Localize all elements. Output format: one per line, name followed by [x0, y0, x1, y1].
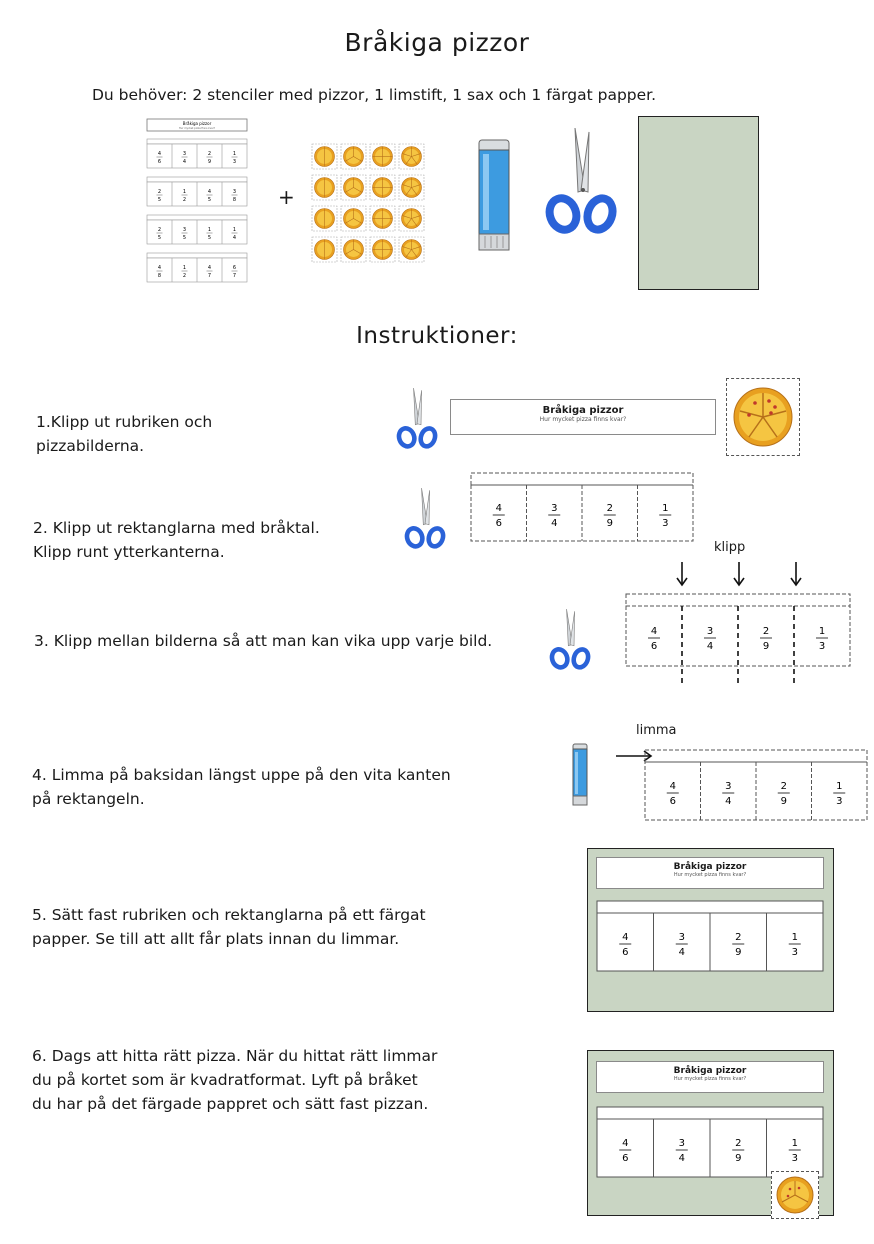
fraction-numerator: 4 — [622, 1138, 629, 1149]
stencil-numerator: 3 — [182, 151, 187, 157]
step-3-text: 3. Klipp mellan bilderna så att man kan vika upp varje bild. — [34, 632, 493, 650]
stencil-denominator: 3 — [232, 159, 237, 165]
header-card-subtitle: Hur mycket pizza finns kvar? — [539, 416, 627, 423]
fraction-numerator: 1 — [662, 503, 669, 514]
fraction-numerator: 1 — [791, 932, 798, 943]
assembled-paper-image — [587, 848, 834, 1012]
fraction-strip-glue-image — [643, 748, 869, 824]
fraction-denominator: 4 — [678, 947, 685, 958]
assembled-header-title: Bråkiga pizzor — [673, 862, 747, 872]
fraction-strip-cut-image — [624, 592, 852, 688]
fraction-denominator: 4 — [725, 796, 732, 807]
stencil-numerator: 4 — [157, 151, 162, 157]
finished-paper-image — [587, 1050, 834, 1216]
fraction-denominator: 6 — [650, 641, 658, 652]
step-6-text: 6. Dags att hitta rätt pizza. När du hittat rätt limmar du på kortet som är kvadratformat. Lyft på bråket du har på det färgade pappret och sätt fast pizzan. — [32, 1047, 438, 1113]
stencil-numerator: 1 — [182, 265, 187, 271]
page-title: Bråkiga pizzor — [344, 28, 530, 57]
stencil-numerator: 4 — [207, 265, 212, 271]
fraction-denominator: 9 — [606, 518, 613, 529]
step-5-text: 5. Sätt fast rubriken och rektanglarna på ett färgat papper. Se till att allt får plats innan du limmar. — [32, 906, 426, 948]
step-4-text: 4. Limma på baksidan längst uppe på den vita kanten på rektangeln. — [32, 766, 451, 808]
finished-header-subtitle: Hur mycket pizza finns kvar? — [673, 1076, 747, 1082]
stencil-denominator: 7 — [232, 273, 237, 279]
stencil-numerator: 3 — [182, 227, 187, 233]
stencil-numerator: 2 — [157, 227, 162, 233]
header-card-title: Bråkiga pizzor — [542, 405, 624, 416]
finished-header-card — [596, 1061, 824, 1093]
fraction-numerator: 2 — [735, 1138, 742, 1149]
cut-arrows — [672, 560, 812, 590]
stencil-title: Bråkiga pizzor — [182, 121, 212, 126]
fraction-numerator: 1 — [836, 781, 843, 792]
fraction-numerator: 1 — [818, 626, 826, 637]
fraction-denominator: 6 — [495, 518, 502, 529]
fraction-denominator: 3 — [818, 641, 826, 652]
stencil-denominator: 5 — [207, 197, 212, 203]
stencil-denominator: 2 — [182, 273, 187, 279]
glue-stick-icon — [473, 138, 515, 253]
stencil-denominator: 9 — [207, 159, 212, 165]
pizza-stencil-image — [310, 142, 428, 268]
fraction-numerator: 4 — [622, 932, 629, 943]
scissors-icon — [549, 609, 591, 671]
fraction-numerator: 2 — [735, 932, 742, 943]
stencil-numerator: 1 — [182, 189, 187, 195]
fraction-denominator: 4 — [706, 641, 714, 652]
scissors-icon — [396, 388, 438, 450]
stencil-fractions-image — [143, 117, 251, 287]
fraction-numerator: 2 — [606, 503, 613, 514]
stencil-numerator: 2 — [157, 189, 162, 195]
fraction-denominator: 3 — [836, 796, 843, 807]
fraction-numerator: 3 — [678, 932, 685, 943]
stencil-numerator: 4 — [207, 189, 212, 195]
fraction-denominator: 9 — [762, 641, 770, 652]
assembled-fraction-strip — [595, 899, 825, 975]
fraction-denominator: 3 — [662, 518, 669, 529]
step-1-text: 1.Klipp ut rubriken och pizzabilderna. — [36, 413, 213, 455]
stencil-denominator: 5 — [157, 235, 162, 241]
fraction-numerator: 3 — [725, 781, 732, 792]
fraction-denominator: 6 — [622, 947, 629, 958]
stencil-denominator: 2 — [182, 197, 187, 203]
instructions-heading: Instruktioner: — [356, 323, 518, 349]
stencil-numerator: 4 — [157, 265, 162, 271]
stencil-numerator: 6 — [232, 265, 237, 271]
fraction-numerator: 2 — [780, 781, 787, 792]
colored-paper-image — [638, 116, 759, 290]
fraction-numerator: 4 — [495, 503, 502, 514]
stencil-subtitle: Hur mycket pizza finns kvar? — [178, 127, 216, 130]
fraction-denominator: 4 — [678, 1153, 685, 1164]
assembled-header-card — [596, 857, 824, 889]
stencil-denominator: 8 — [232, 197, 237, 203]
stencil-numerator: 3 — [232, 189, 237, 195]
fraction-strip-image — [469, 471, 695, 545]
fraction-numerator: 2 — [762, 626, 770, 637]
scissors-icon — [404, 488, 446, 550]
stencil-denominator: 6 — [157, 159, 162, 165]
glue-stick-icon — [571, 743, 589, 807]
fraction-denominator: 3 — [791, 1153, 798, 1164]
finished-header-title: Bråkiga pizzor — [673, 1066, 747, 1076]
stencil-denominator: 8 — [157, 273, 162, 279]
fraction-numerator: 1 — [791, 1138, 798, 1149]
fraction-numerator: 3 — [678, 1138, 685, 1149]
stencil-denominator: 4 — [182, 159, 187, 165]
pizza-card-image — [726, 378, 800, 456]
fraction-denominator: 4 — [551, 518, 558, 529]
plus-sign: + — [278, 185, 295, 209]
fraction-denominator: 9 — [735, 947, 742, 958]
finished-fraction-strip — [595, 1105, 825, 1181]
stencil-denominator: 5 — [157, 197, 162, 203]
fraction-numerator: 3 — [551, 503, 558, 514]
fraction-denominator: 6 — [622, 1153, 629, 1164]
stencil-denominator: 7 — [207, 273, 212, 279]
stencil-numerator: 2 — [207, 151, 212, 157]
fraction-denominator: 9 — [735, 1153, 742, 1164]
klipp-label: klipp — [714, 540, 746, 555]
fraction-denominator: 9 — [780, 796, 787, 807]
stencil-denominator: 4 — [232, 235, 237, 241]
stencil-denominator: 5 — [182, 235, 187, 241]
stencil-denominator: 5 — [207, 235, 212, 241]
fraction-denominator: 6 — [669, 796, 676, 807]
stencil-numerator: 1 — [232, 227, 237, 233]
limma-label: limma — [636, 723, 677, 738]
fraction-denominator: 3 — [791, 947, 798, 958]
scissors-icon — [545, 128, 617, 236]
fraction-numerator: 4 — [669, 781, 676, 792]
fraction-numerator: 3 — [706, 626, 714, 637]
fraction-numerator: 4 — [650, 626, 658, 637]
assembled-header-subtitle: Hur mycket pizza finns kvar? — [673, 872, 747, 878]
stencil-numerator: 1 — [232, 151, 237, 157]
stencil-numerator: 1 — [207, 227, 212, 233]
glued-pizza-card — [771, 1171, 819, 1219]
materials-needed-text: Du behöver: 2 stenciler med pizzor, 1 limstift, 1 sax och 1 färgat papper. — [92, 86, 657, 104]
step-2-text: 2. Klipp ut rektanglarna med bråktal. Klipp runt ytterkanterna. — [33, 519, 320, 561]
header-card-image — [450, 399, 716, 435]
